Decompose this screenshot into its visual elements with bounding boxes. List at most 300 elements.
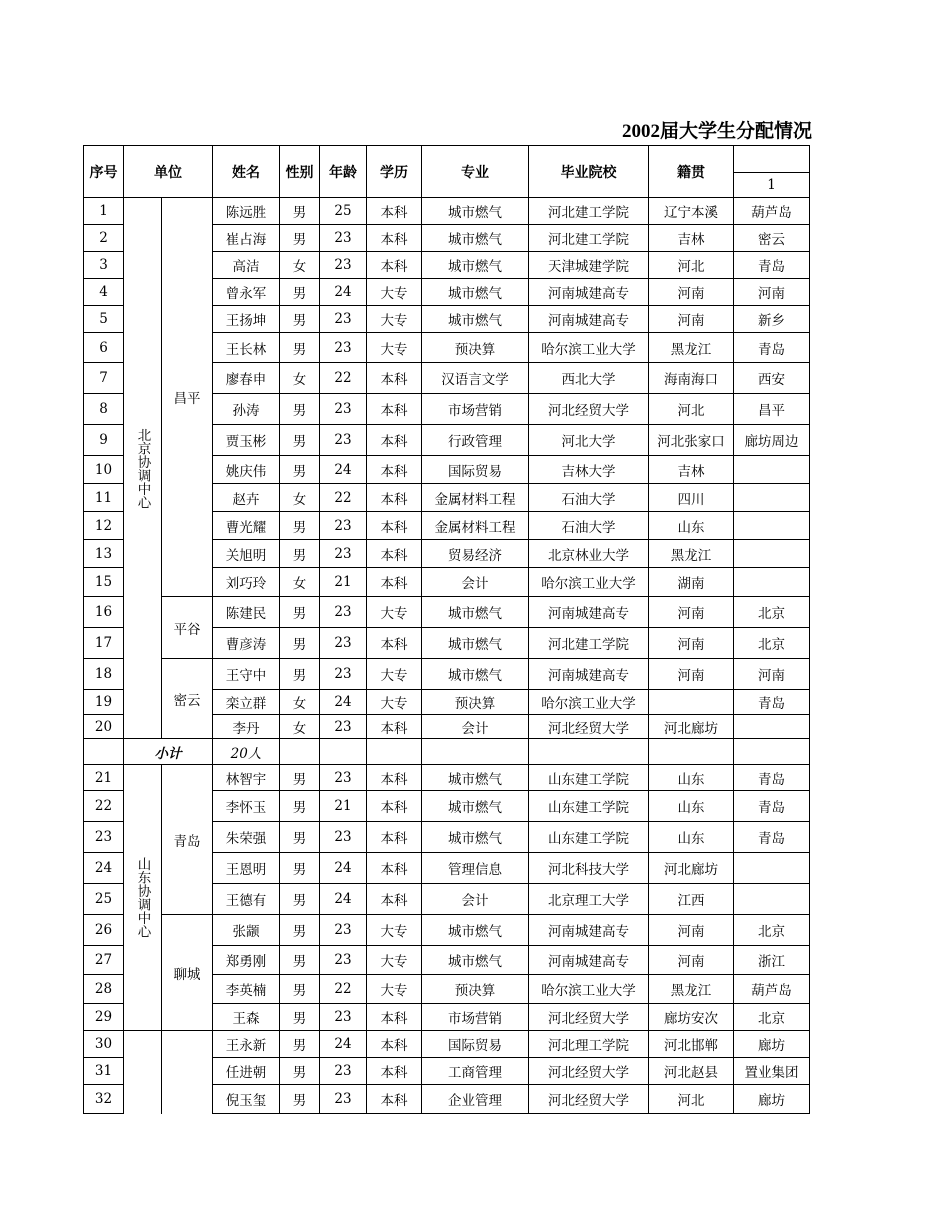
cell-school: 河北科技大学 <box>529 853 649 884</box>
cell-age: 23 <box>320 540 367 568</box>
cell-major: 城市燃气 <box>422 915 529 946</box>
cell-extra: 青岛 <box>734 765 810 791</box>
cell-school: 河北经贸大学 <box>529 715 649 739</box>
cell-name: 朱荣强 <box>213 822 280 853</box>
cell-origin: 河南 <box>649 628 734 659</box>
table-row <box>84 765 810 791</box>
cell-origin: 河北 <box>649 394 734 425</box>
cell-school: 河北经贸大学 <box>529 1058 649 1085</box>
cell-education: 本科 <box>367 512 422 540</box>
cell-seq: 7 <box>84 363 124 394</box>
cell-extra: 北京 <box>734 628 810 659</box>
cell-major: 城市燃气 <box>422 946 529 975</box>
cell-extra: 新乡 <box>734 306 810 333</box>
cell-seq: 29 <box>84 1004 124 1031</box>
cell-age: 23 <box>320 512 367 540</box>
site-qingdao: 青岛 <box>162 765 213 915</box>
cell-school: 哈尔滨工业大学 <box>529 333 649 363</box>
cell-origin: 河北 <box>649 252 734 279</box>
cell-name: 崔占海 <box>213 225 280 252</box>
cell-gender: 男 <box>280 659 320 690</box>
cell-education: 本科 <box>367 456 422 484</box>
header-row <box>84 146 810 173</box>
cell-extra: 河南 <box>734 659 810 690</box>
site-unnamed <box>162 1031 213 1114</box>
cell-extra: 青岛 <box>734 690 810 715</box>
cell-seq: 15 <box>84 568 124 597</box>
cell-name: 张颛 <box>213 915 280 946</box>
cell-major: 城市燃气 <box>422 822 529 853</box>
cell-name: 王永新 <box>213 1031 280 1058</box>
cell-school: 石油大学 <box>529 484 649 512</box>
cell-seq: 10 <box>84 456 124 484</box>
cell-major: 行政管理 <box>422 425 529 456</box>
header-origin: 籍贯 <box>649 146 734 198</box>
cell-school: 西北大学 <box>529 363 649 394</box>
cell-education: 大专 <box>367 306 422 333</box>
cell-extra: 北京 <box>734 915 810 946</box>
subtotal-empty <box>734 739 810 765</box>
cell-name: 孙涛 <box>213 394 280 425</box>
cell-school: 河北经贸大学 <box>529 1085 649 1114</box>
center-beijing: 北京协调中心 <box>124 198 162 739</box>
header-age: 年龄 <box>320 146 367 198</box>
cell-origin: 河北廊坊 <box>649 853 734 884</box>
cell-education: 本科 <box>367 425 422 456</box>
center-shandong: 山东协调中心 <box>124 765 162 1031</box>
cell-age: 22 <box>320 975 367 1004</box>
cell-extra: 廊坊周边 <box>734 425 810 456</box>
cell-education: 本科 <box>367 791 422 822</box>
cell-school: 河北大学 <box>529 425 649 456</box>
cell-name: 王森 <box>213 1004 280 1031</box>
cell-school: 河北理工学院 <box>529 1031 649 1058</box>
cell-extra: 置业集团 <box>734 1058 810 1085</box>
cell-gender: 男 <box>280 1058 320 1085</box>
cell-age: 21 <box>320 568 367 597</box>
cell-seq: 12 <box>84 512 124 540</box>
cell-school: 山东建工学院 <box>529 822 649 853</box>
cell-origin: 山东 <box>649 512 734 540</box>
cell-age: 23 <box>320 225 367 252</box>
cell-major: 会计 <box>422 568 529 597</box>
cell-name: 王长林 <box>213 333 280 363</box>
cell-education: 大专 <box>367 279 422 306</box>
cell-extra <box>734 884 810 915</box>
cell-extra <box>734 568 810 597</box>
cell-extra: 密云 <box>734 225 810 252</box>
cell-gender: 男 <box>280 765 320 791</box>
subtotal-empty <box>649 739 734 765</box>
cell-extra <box>734 540 810 568</box>
cell-education: 大专 <box>367 333 422 363</box>
cell-extra: 青岛 <box>734 791 810 822</box>
cell-name: 栾立群 <box>213 690 280 715</box>
cell-seq: 27 <box>84 946 124 975</box>
cell-origin: 河北 <box>649 1085 734 1114</box>
cell-gender: 男 <box>280 306 320 333</box>
cell-major: 金属材料工程 <box>422 484 529 512</box>
cell-origin: 湖南 <box>649 568 734 597</box>
cell-education: 本科 <box>367 252 422 279</box>
cell-age: 24 <box>320 884 367 915</box>
cell-extra: 青岛 <box>734 252 810 279</box>
cell-extra <box>734 484 810 512</box>
cell-extra: 北京 <box>734 1004 810 1031</box>
cell-age: 24 <box>320 456 367 484</box>
cell-age: 24 <box>320 853 367 884</box>
cell-school: 河南城建高专 <box>529 597 649 628</box>
site-pinggu: 平谷 <box>162 597 213 659</box>
table-row <box>84 915 810 946</box>
cell-origin: 黑龙江 <box>649 540 734 568</box>
cell-name: 高洁 <box>213 252 280 279</box>
cell-education: 大专 <box>367 915 422 946</box>
cell-origin: 吉林 <box>649 456 734 484</box>
cell-name: 曾永军 <box>213 279 280 306</box>
cell-school: 哈尔滨工业大学 <box>529 568 649 597</box>
cell-major: 预决算 <box>422 690 529 715</box>
table-row <box>84 659 810 690</box>
cell-education: 大专 <box>367 946 422 975</box>
cell-origin <box>649 690 734 715</box>
cell-school: 山东建工学院 <box>529 791 649 822</box>
cell-name: 曹彦涛 <box>213 628 280 659</box>
cell-name: 李丹 <box>213 715 280 739</box>
cell-origin: 河南 <box>649 597 734 628</box>
cell-seq: 32 <box>84 1085 124 1114</box>
cell-seq: 18 <box>84 659 124 690</box>
cell-major: 会计 <box>422 884 529 915</box>
cell-extra: 青岛 <box>734 333 810 363</box>
cell-education: 本科 <box>367 363 422 394</box>
cell-origin: 江西 <box>649 884 734 915</box>
cell-seq: 31 <box>84 1058 124 1085</box>
cell-extra <box>734 715 810 739</box>
cell-seq: 11 <box>84 484 124 512</box>
cell-school: 河北建工学院 <box>529 225 649 252</box>
cell-major: 汉语言文学 <box>422 363 529 394</box>
cell-gender: 女 <box>280 715 320 739</box>
cell-education: 本科 <box>367 715 422 739</box>
cell-gender: 女 <box>280 252 320 279</box>
cell-major: 城市燃气 <box>422 306 529 333</box>
cell-major: 城市燃气 <box>422 279 529 306</box>
cell-extra: 廊坊 <box>734 1085 810 1114</box>
cell-name: 林智宇 <box>213 765 280 791</box>
subtotal-empty <box>529 739 649 765</box>
cell-extra <box>734 512 810 540</box>
cell-name: 王守中 <box>213 659 280 690</box>
cell-major: 工商管理 <box>422 1058 529 1085</box>
cell-seq: 24 <box>84 853 124 884</box>
cell-gender: 男 <box>280 884 320 915</box>
cell-origin: 吉林 <box>649 225 734 252</box>
cell-age: 23 <box>320 1004 367 1031</box>
cell-extra: 昌平 <box>734 394 810 425</box>
cell-seq: 22 <box>84 791 124 822</box>
cell-school: 河北建工学院 <box>529 198 649 225</box>
header-name: 姓名 <box>213 146 280 198</box>
cell-age: 23 <box>320 715 367 739</box>
cell-age: 23 <box>320 425 367 456</box>
cell-school: 哈尔滨工业大学 <box>529 690 649 715</box>
cell-extra <box>734 853 810 884</box>
cell-extra: 西安 <box>734 363 810 394</box>
cell-extra: 北京 <box>734 597 810 628</box>
cell-gender: 女 <box>280 568 320 597</box>
cell-major: 市场营销 <box>422 1004 529 1031</box>
cell-age: 24 <box>320 279 367 306</box>
header-gender: 性别 <box>280 146 320 198</box>
cell-name: 王德有 <box>213 884 280 915</box>
cell-major: 城市燃气 <box>422 252 529 279</box>
cell-origin: 河南 <box>649 946 734 975</box>
cell-age: 23 <box>320 915 367 946</box>
cell-seq: 2 <box>84 225 124 252</box>
cell-name: 廖春申 <box>213 363 280 394</box>
cell-gender: 男 <box>280 597 320 628</box>
cell-gender: 男 <box>280 628 320 659</box>
cell-school: 石油大学 <box>529 512 649 540</box>
cell-gender: 男 <box>280 853 320 884</box>
table-body <box>84 146 810 1114</box>
table-row <box>84 1031 810 1058</box>
subtotal-empty <box>280 739 320 765</box>
cell-age: 24 <box>320 1031 367 1058</box>
cell-age: 23 <box>320 1058 367 1085</box>
cell-age: 23 <box>320 252 367 279</box>
subtotal-label: 小计 <box>124 739 213 765</box>
cell-origin: 廊坊安次 <box>649 1004 734 1031</box>
cell-age: 23 <box>320 822 367 853</box>
cell-origin: 四川 <box>649 484 734 512</box>
cell-seq: 16 <box>84 597 124 628</box>
cell-gender: 男 <box>280 279 320 306</box>
cell-major: 国际贸易 <box>422 1031 529 1058</box>
cell-age: 25 <box>320 198 367 225</box>
cell-seq: 4 <box>84 279 124 306</box>
site-changping: 昌平 <box>162 198 213 597</box>
cell-seq: 3 <box>84 252 124 279</box>
cell-name: 曹光耀 <box>213 512 280 540</box>
cell-school: 河北建工学院 <box>529 628 649 659</box>
cell-name: 任进朝 <box>213 1058 280 1085</box>
cell-age: 22 <box>320 484 367 512</box>
cell-school: 北京理工大学 <box>529 884 649 915</box>
cell-gender: 男 <box>280 975 320 1004</box>
table-row <box>84 597 810 628</box>
subtotal-empty <box>320 739 367 765</box>
cell-extra: 青岛 <box>734 822 810 853</box>
cell-gender: 男 <box>280 1004 320 1031</box>
cell-age: 23 <box>320 765 367 791</box>
cell-origin: 河南 <box>649 915 734 946</box>
cell-major: 城市燃气 <box>422 198 529 225</box>
subtotal-row <box>84 739 810 765</box>
cell-school: 河南城建高专 <box>529 659 649 690</box>
cell-education: 大专 <box>367 597 422 628</box>
cell-major: 城市燃气 <box>422 225 529 252</box>
cell-major: 管理信息 <box>422 853 529 884</box>
cell-seq: 19 <box>84 690 124 715</box>
cell-school: 山东建工学院 <box>529 765 649 791</box>
cell-name: 赵卉 <box>213 484 280 512</box>
cell-education: 本科 <box>367 568 422 597</box>
cell-education: 本科 <box>367 628 422 659</box>
cell-origin: 河南 <box>649 306 734 333</box>
cell-extra: 河南 <box>734 279 810 306</box>
cell-seq: 23 <box>84 822 124 853</box>
cell-seq: 20 <box>84 715 124 739</box>
subtotal-seq <box>84 739 124 765</box>
cell-name: 陈远胜 <box>213 198 280 225</box>
cell-gender: 男 <box>280 1031 320 1058</box>
cell-seq: 1 <box>84 198 124 225</box>
cell-seq: 26 <box>84 915 124 946</box>
cell-origin: 黑龙江 <box>649 333 734 363</box>
cell-gender: 男 <box>280 791 320 822</box>
cell-gender: 男 <box>280 198 320 225</box>
cell-major: 城市燃气 <box>422 791 529 822</box>
header-major: 专业 <box>422 146 529 198</box>
cell-seq: 13 <box>84 540 124 568</box>
cell-age: 23 <box>320 306 367 333</box>
cell-seq: 5 <box>84 306 124 333</box>
cell-major: 市场营销 <box>422 394 529 425</box>
cell-name: 陈建民 <box>213 597 280 628</box>
cell-school: 河南城建高专 <box>529 946 649 975</box>
page-title: 2002届大学生分配情况 <box>622 121 813 142</box>
cell-major: 国际贸易 <box>422 456 529 484</box>
cell-school: 河北经贸大学 <box>529 394 649 425</box>
cell-gender: 男 <box>280 540 320 568</box>
cell-name: 贾玉彬 <box>213 425 280 456</box>
cell-gender: 男 <box>280 1085 320 1114</box>
cell-education: 本科 <box>367 540 422 568</box>
cell-age: 23 <box>320 659 367 690</box>
cell-name: 刘巧玲 <box>213 568 280 597</box>
cell-age: 23 <box>320 597 367 628</box>
subtotal-empty <box>422 739 529 765</box>
cell-name: 关旭明 <box>213 540 280 568</box>
header-education: 学历 <box>367 146 422 198</box>
cell-age: 23 <box>320 333 367 363</box>
cell-education: 本科 <box>367 1031 422 1058</box>
header-school: 毕业院校 <box>529 146 649 198</box>
cell-name: 李怀玉 <box>213 791 280 822</box>
cell-gender: 男 <box>280 946 320 975</box>
cell-major: 城市燃气 <box>422 659 529 690</box>
cell-name: 倪玉玺 <box>213 1085 280 1114</box>
cell-origin: 河北廊坊 <box>649 715 734 739</box>
cell-education: 本科 <box>367 198 422 225</box>
cell-origin: 山东 <box>649 791 734 822</box>
cell-seq: 25 <box>84 884 124 915</box>
cell-gender: 男 <box>280 456 320 484</box>
cell-major: 城市燃气 <box>422 628 529 659</box>
cell-major: 城市燃气 <box>422 765 529 791</box>
cell-school: 河南城建高专 <box>529 915 649 946</box>
cell-gender: 男 <box>280 822 320 853</box>
cell-seq: 8 <box>84 394 124 425</box>
cell-origin: 山东 <box>649 765 734 791</box>
table-row <box>84 198 810 225</box>
cell-education: 大专 <box>367 659 422 690</box>
cell-school: 哈尔滨工业大学 <box>529 975 649 1004</box>
cell-extra: 葫芦岛 <box>734 198 810 225</box>
cell-major: 贸易经济 <box>422 540 529 568</box>
cell-origin: 河北张家口 <box>649 425 734 456</box>
cell-name: 王扬坤 <box>213 306 280 333</box>
cell-gender: 男 <box>280 512 320 540</box>
cell-education: 本科 <box>367 484 422 512</box>
cell-education: 本科 <box>367 394 422 425</box>
cell-education: 本科 <box>367 1085 422 1114</box>
cell-seq: 9 <box>84 425 124 456</box>
cell-major: 企业管理 <box>422 1085 529 1114</box>
cell-gender: 男 <box>280 915 320 946</box>
header-extra <box>734 146 810 173</box>
cell-major: 城市燃气 <box>422 597 529 628</box>
cell-education: 大专 <box>367 690 422 715</box>
cell-extra: 葫芦岛 <box>734 975 810 1004</box>
allocation-table <box>83 145 810 1114</box>
cell-age: 23 <box>320 394 367 425</box>
cell-name: 王恩明 <box>213 853 280 884</box>
cell-age: 24 <box>320 690 367 715</box>
header-extra-sub: 1 <box>734 173 810 198</box>
cell-origin: 河南 <box>649 659 734 690</box>
cell-gender: 女 <box>280 363 320 394</box>
header-seq: 序号 <box>84 146 124 198</box>
cell-education: 本科 <box>367 225 422 252</box>
cell-education: 本科 <box>367 884 422 915</box>
cell-origin: 海南海口 <box>649 363 734 394</box>
cell-origin: 河北赵县 <box>649 1058 734 1085</box>
cell-major: 会计 <box>422 715 529 739</box>
cell-gender: 男 <box>280 394 320 425</box>
cell-school: 河南城建高专 <box>529 306 649 333</box>
cell-seq: 21 <box>84 765 124 791</box>
cell-age: 22 <box>320 363 367 394</box>
cell-extra: 廊坊 <box>734 1031 810 1058</box>
cell-origin: 河北邯郸 <box>649 1031 734 1058</box>
cell-origin: 辽宁本溪 <box>649 198 734 225</box>
cell-school: 河北经贸大学 <box>529 1004 649 1031</box>
cell-school: 天津城建学院 <box>529 252 649 279</box>
cell-school: 河南城建高专 <box>529 279 649 306</box>
cell-seq: 17 <box>84 628 124 659</box>
cell-education: 本科 <box>367 822 422 853</box>
cell-education: 本科 <box>367 1004 422 1031</box>
cell-school: 吉林大学 <box>529 456 649 484</box>
cell-origin: 山东 <box>649 822 734 853</box>
cell-major: 预决算 <box>422 333 529 363</box>
subtotal-count: 20人 <box>213 739 280 765</box>
cell-education: 本科 <box>367 853 422 884</box>
cell-seq: 6 <box>84 333 124 363</box>
cell-origin: 黑龙江 <box>649 975 734 1004</box>
cell-name: 李英楠 <box>213 975 280 1004</box>
site-miyun: 密云 <box>162 659 213 739</box>
subtotal-empty <box>367 739 422 765</box>
cell-age: 23 <box>320 1085 367 1114</box>
cell-seq: 28 <box>84 975 124 1004</box>
cell-major: 预决算 <box>422 975 529 1004</box>
cell-age: 21 <box>320 791 367 822</box>
cell-name: 姚庆伟 <box>213 456 280 484</box>
